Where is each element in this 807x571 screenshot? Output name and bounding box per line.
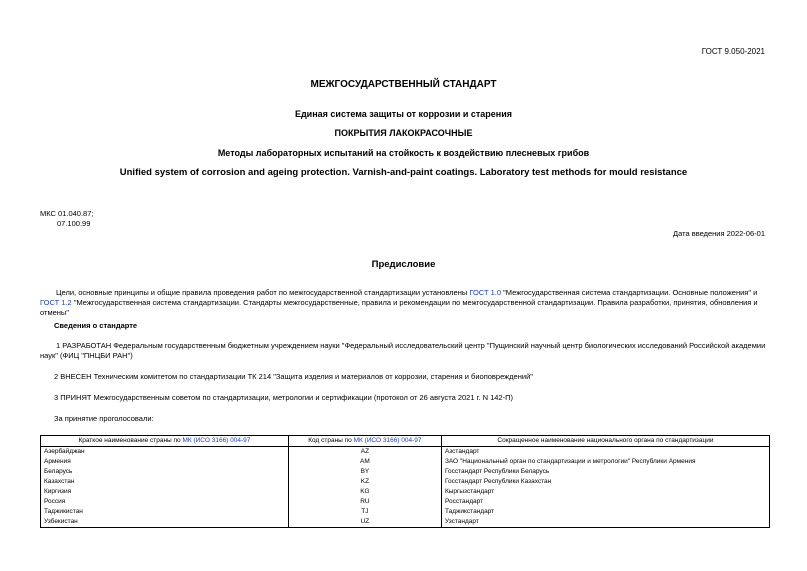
country-code-cell: KG: [288, 487, 441, 497]
introduction-date: Дата введения 2022-06-01: [673, 229, 765, 238]
country-name-cell: Таджикистан: [41, 507, 289, 517]
country-name-cell: Армения: [41, 457, 289, 467]
national-body-cell: ЗАО "Национальный орган по стандартизации и метрологии" Республики Армения: [441, 457, 769, 467]
national-body-cell: Азстандарт: [441, 447, 769, 458]
table-row: [41, 487, 770, 497]
country-code-cell: RU: [288, 497, 441, 507]
national-body-cell: Росстандарт: [441, 497, 769, 507]
document-code: ГОСТ 9.050-2021: [701, 47, 765, 56]
country-name-cell: Киргизия: [41, 487, 289, 497]
table-row: [41, 447, 770, 458]
table-row: [41, 517, 770, 528]
mks-code-2: 07.100.99: [57, 219, 91, 228]
gost-1-2-link[interactable]: ГОСТ 1.2: [40, 298, 72, 307]
header-country-name: [41, 436, 289, 447]
voted-label: За принятие проголосовали:: [54, 414, 154, 423]
country-code-cell: TJ: [288, 507, 441, 517]
national-body-cell: Госстандарт Республики Беларусь: [441, 467, 769, 477]
gost-1-0-link[interactable]: ГОСТ 1.0: [469, 288, 502, 297]
table-header-row: [41, 436, 770, 447]
country-name-cell: Беларусь: [41, 467, 289, 477]
preface-text-a: Цели, основные принципы и общие правила проведения работ по межгосударственной стандартизации установлены: [56, 288, 470, 297]
methods-title: Методы лабораторных испытаний на стойкость к воздействию плесневых грибов: [217, 148, 590, 158]
voting-countries-table: [40, 435, 770, 528]
preface-heading: Предисловие: [371, 259, 436, 270]
preface-text-c: "Межгосударственная система стандартизации. Стандарты межгосударственные, правила и рекомендации по межгосударственной стандартизации. Правила разработки, принятия, обновления и отмены": [40, 298, 758, 317]
header-country-text: Краткое наименование страны по: [78, 437, 183, 444]
standard-type-title: МЕЖГОСУДАРСТВЕННЫЙ СТАНДАРТ: [310, 79, 497, 90]
table-row: [41, 467, 770, 477]
header-national-body: Сокращенное наименование национального органа по стандартизации: [441, 436, 769, 447]
subject-title: ПОКРЫТИЯ ЛАКОКРАСОЧНЫЕ: [334, 128, 473, 138]
preface-paragraph: [40, 288, 770, 318]
header-country-code: [288, 436, 441, 447]
developed-by-item: 1 РАЗРАБОТАН Федеральным государственным бюджетным учреждением науки "Федеральный исследовательский центр "Пущинский научный центр биологических исследований Российской академии наук" (ФИЦ "ПНЦБИ РАН"): [40, 341, 766, 360]
table-row: [41, 497, 770, 507]
mk-iso-3166-code-link[interactable]: МК (ИСО 3166) 004-97: [353, 437, 422, 444]
preface-text-b: "Межгосударственная система стандартизации. Основные положения" и: [501, 288, 758, 297]
national-body-cell: Таджикстандарт: [441, 507, 769, 517]
national-body-cell: Госстандарт Республики Казахстан: [441, 477, 769, 487]
mks-code-1: МКС 01.040.87;: [40, 209, 94, 218]
country-code-cell: KZ: [288, 477, 441, 487]
country-name-cell: Россия: [41, 497, 289, 507]
adopted-by-item: 3 ПРИНЯТ Межгосударственным советом по стандартизации, метрологии и сертификации (протокол от 26 августа 2021 г. N 142-П): [54, 393, 513, 402]
standard-info-heading: Сведения о стандарте: [54, 321, 138, 330]
country-code-cell: UZ: [288, 517, 441, 528]
country-code-cell: AZ: [288, 447, 441, 458]
header-code-text: Код страны по: [308, 437, 354, 444]
country-code-cell: AM: [288, 457, 441, 467]
table-row: [41, 457, 770, 467]
mk-iso-3166-link[interactable]: МК (ИСО 3166) 004-97: [182, 437, 251, 444]
table-row: [41, 477, 770, 487]
national-body-cell: Кыргызстандарт: [441, 487, 769, 497]
submitted-by-item: 2 ВНЕСЕН Техническим комитетом по стандартизации ТК 214 "Защита изделия и материалов от коррозии, старения и биоповреждений": [54, 372, 533, 381]
country-name-cell: Казахстан: [41, 477, 289, 487]
national-body-cell: Узстандарт: [441, 517, 769, 528]
english-title: Unified system of corrosion and ageing protection. Varnish-and-paint coatings. Laboratory test methods for mould resistance: [119, 167, 688, 178]
country-code-cell: BY: [288, 467, 441, 477]
table-row: [41, 507, 770, 517]
country-name-cell: Узбекистан: [41, 517, 289, 528]
country-name-cell: Азербайджан: [41, 447, 289, 458]
system-title: Единая система защиты от коррозии и старения: [294, 109, 513, 119]
